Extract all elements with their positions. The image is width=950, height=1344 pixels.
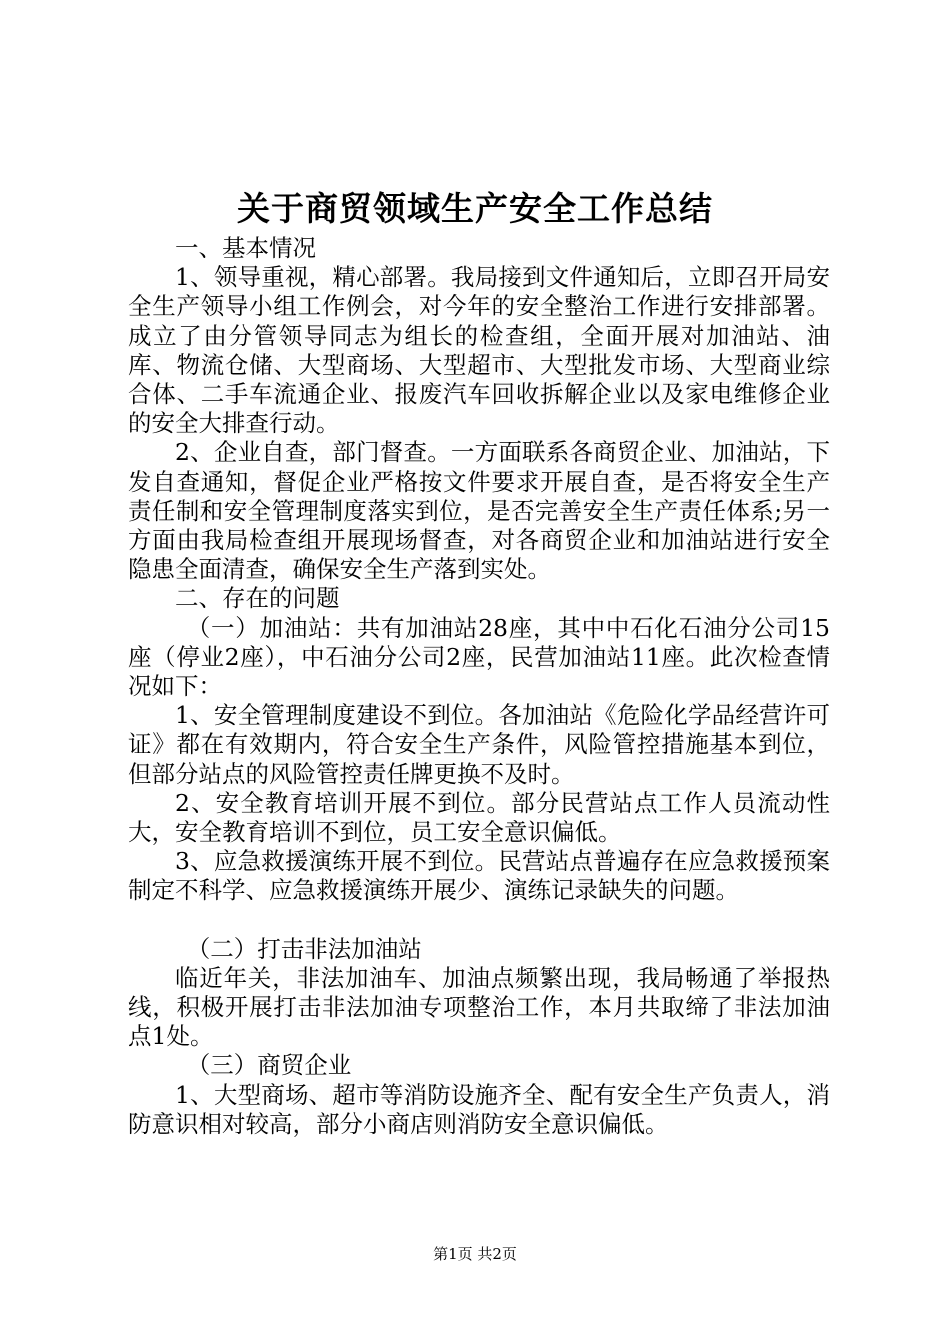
subsection-commerce: （三）商贸企业 [186, 1051, 352, 1080]
paragraph-safety-management: 1、安全管理制度建设不到位。各加油站《危险化学品经营许可证》都在有效期内，符合安全生产条件，风险管控措施基本到位，但部分站点的风险管控责任牌更换不及时。 [128, 701, 830, 788]
paragraph-fire-safety: 1、大型商场、超市等消防设施齐全、配有安全生产负责人，消防意识相对较高，部分小商店则消防安全意识偏低。 [128, 1080, 830, 1138]
paragraph-illegal-crackdown: 临近年关，非法加油车、加油点频繁出现，我局畅通了举报热线，积极开展打击非法加油专项整治工作，本月共取缔了非法加油点1处。 [128, 963, 830, 1051]
paragraph-safety-training: 2、安全教育培训开展不到位。部分民营站点工作人员流动性大，安全教育培训不到位，员工安全意识偏低。 [128, 788, 830, 847]
subsection-gas-stations: （一）加油站：共有加油站28座，其中中石化石油分公司15座（停业2座），中石油分公司2座，民营加油站11座。此次检查情况如下： [128, 613, 830, 701]
document-body [128, 234, 830, 1139]
section-heading-problems: 二、存在的问题 [175, 584, 340, 613]
paragraph-leadership: 1、领导重视，精心部署。我局接到文件通知后，立即召开局安全生产领导小组工作例会，对今年的安全整治工作进行安排部署。成立了由分管领导同志为组长的检查组，全面开展对加油站、油库、物流仓储、大型商场、大型超市、大型批发市场、大型商业综合体、二手车流通企业、报废汽车回收拆解企业以及家电维修企业的安全大排查行动。 [128, 263, 830, 438]
document-title: 关于商贸领域生产安全工作总结 [237, 189, 713, 228]
paragraph-self-inspection: 2、企业自查，部门督查。一方面联系各商贸企业、加油站，下发自查通知，督促企业严格按文件要求开展自查，是否将安全生产责任制和安全管理制度落实到位，是否完善安全生产责任体系;另一方面由我局检查组开展现场督查，对各商贸企业和加油站进行安全隐患全面清查，确保安全生产落到实处。 [128, 438, 830, 584]
paragraph-spacer [128, 906, 830, 935]
subsection-illegal-stations: （二）打击非法加油站 [186, 934, 422, 963]
section-heading-basic: 一、基本情况 [175, 234, 316, 262]
page-number: 第1页 共2页 [433, 1245, 517, 1263]
paragraph-emergency-drills: 3、应急救援演练开展不到位。民营站点普遍存在应急救援预案制定不科学、应急救援演练开展少、演练记录缺失的问题。 [128, 847, 830, 905]
